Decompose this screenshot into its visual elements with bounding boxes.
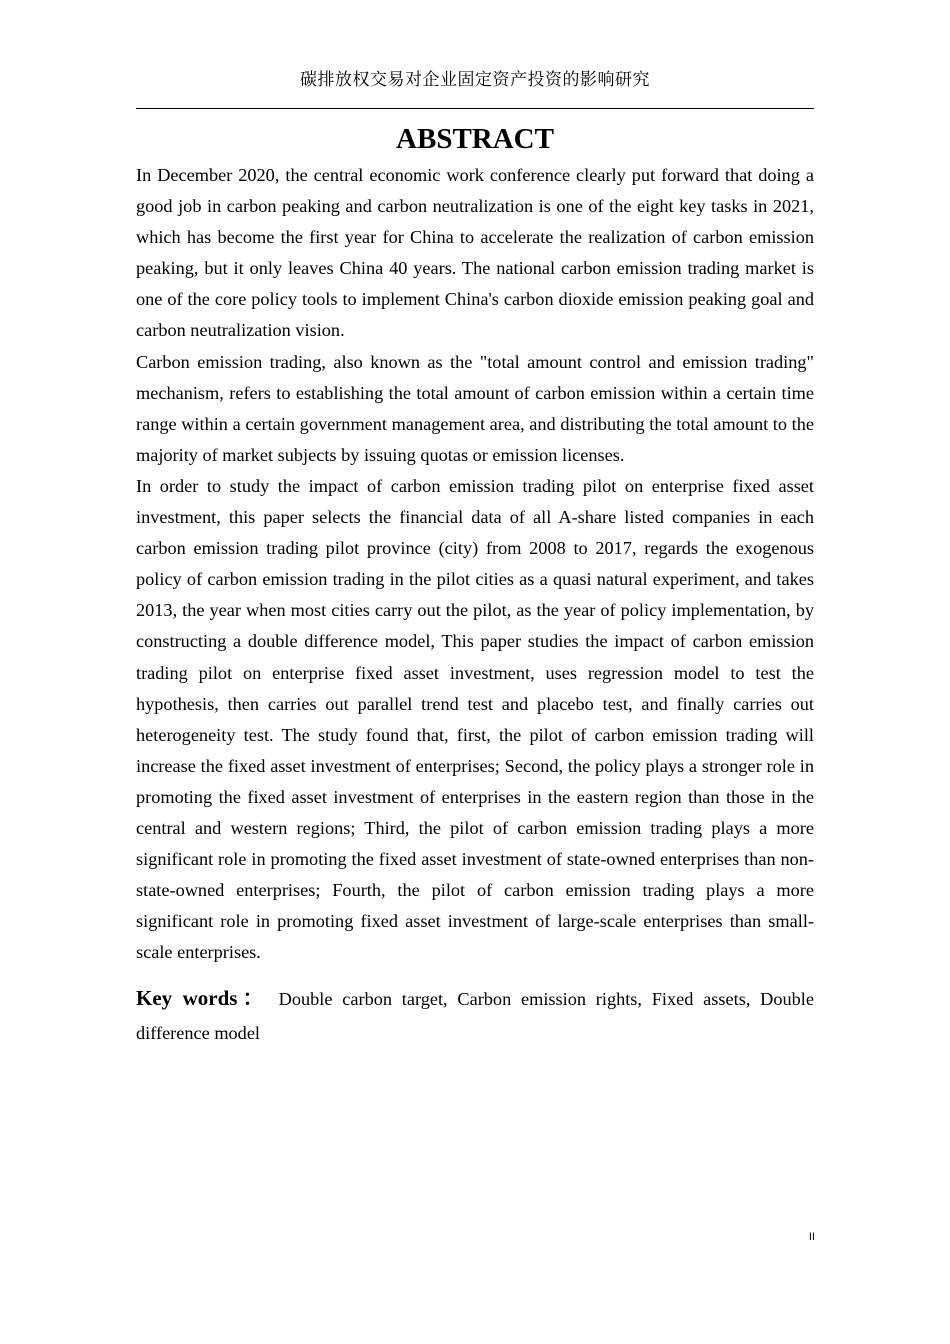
abstract-title: ABSTRACT — [396, 123, 554, 155]
page-number: II — [808, 1231, 815, 1243]
abstract-paragraph-2: Carbon emission trading, also known as the "total amount control and emission trading" mechanism, refers to establishing the total amount of carbon emission within a certain time range within a certain government management area, and distributing the total amount to the majority of market subjects by issuing quotas or emission licenses. — [136, 351, 814, 465]
abstract-paragraph-3: In order to study the impact of carbon emission trading pilot on enterprise fixed asset investment, this paper selects the financial data of all A-share listed companies in each carbon emission trading pilot province (city) from 2008 to 2017, regards the exogenous policy of carbon emission trading in the pilot cities as a quasi natural experiment, and takes 2013, the year when most cities carry out the pilot, as the year of policy implementation, by constructing a double difference model, This paper studies the impact of carbon emission trading pilot on enterprise fixed asset investment, uses regression model to test the hypothesis, then carries out parallel trend test and placebo test, and finally carries out heterogeneity test. The study found that, first, the pilot of carbon emission trading will increase the fixed asset investment of enterprises; Second, the policy plays a stronger role in promoting the fixed asset investment of enterprises in the eastern region than those in the central and western regions; Third, the pilot of carbon emission trading plays a more significant role in promoting the fixed asset investment of state-owned enterprises than non-state-owned enterprises; Fourth, the pilot of carbon emission trading plays a more significant role in promoting fixed asset investment of large-scale enterprises than small-scale enterprises. — [136, 475, 814, 963]
keywords-line — [136, 981, 814, 1050]
running-header-title: 碳排放权交易对企业固定资产投资的影响研究 — [300, 70, 650, 90]
header-divider — [136, 108, 814, 109]
abstract-paragraph-1: In December 2020, the central economic work conference clearly put forward that doing a good job in carbon peaking and carbon neutralization is one of the eight key tasks in 2021, which has become the first year for China to accelerate the realization of carbon emission peaking, but it only leaves China 40 years. The national carbon emission trading market is one of the core policy tools to implement China's carbon dioxide emission peaking goal and carbon neutralization vision. — [136, 165, 814, 341]
abstract-body — [136, 160, 814, 1050]
keywords-label: Key words： — [136, 986, 269, 1011]
keywords-text: Double carbon target, Carbon emission rights, Fixed assets, Double difference model — [136, 989, 814, 1044]
